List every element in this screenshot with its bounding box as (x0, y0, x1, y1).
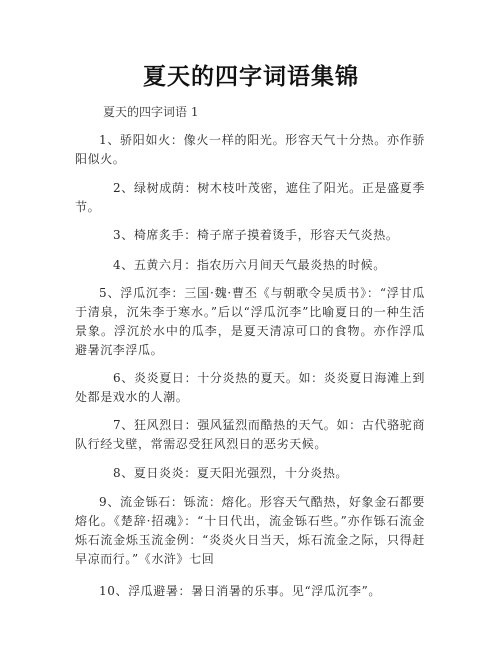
entry-paragraph-3: 3、椅席炙手：椅子席子摸着烫手，形容天气炎热。 (113, 228, 399, 242)
entry-paragraph-5: 5、浮瓜沉李：三国·魏·曹丕《与朝歌令吴质书》：“浮甘瓜于清泉，沉朱李于寒水。”后以“浮瓜沉李”比喻夏日的一种生活景象。浮沉於水中的瓜李，是夏天清凉可口的食物。亦作浮瓜避暑沉李浮瓜。 (75, 286, 425, 357)
entry-paragraph-6: 6、炎炎夏日：十分炎热的夏天。如：炎炎夏日海滩上到处都是戏水的人潮。 (75, 371, 425, 404)
entry-paragraph-4: 4、五黄六月：指农历六月间天气最炎热的时候。 (113, 258, 386, 272)
entry-paragraph-1: 1、骄阳如火：像火一样的阳光。形容天气十分热。亦作骄阳似火。 (75, 133, 425, 166)
section-subtitle: 夏天的四字词语 1 (103, 105, 199, 119)
entry-paragraph-2: 2、绿树成荫：树木枝叶茂密，遮住了阳光。正是盛夏季节。 (75, 181, 425, 214)
entry-paragraph-8: 8、夏日炎炎：夏天阳光强烈，十分炎热。 (113, 466, 349, 480)
entry-paragraph-9: 9、流金铄石：铄流：熔化。形容天气酷热，好象金石都要熔化。《楚辞·招魂》：“十日代出，流金铄石些。”亦作铄石流金烁石流金烁玉流金例：“炎炎火日当天，烁石流金之际，只得赶早凉而行。”《水浒》七回 (75, 495, 425, 566)
entry-paragraph-10: 10、浮瓜避暑：暑日消暑的乐事。见“浮瓜沉李”。 (99, 584, 381, 598)
entry-paragraph-7: 7、狂风烈日：强风猛烈而酷热的天气。如：古代骆驼商队行经戈壁，常需忍受狂风烈日的恶劣天候。 (75, 418, 425, 451)
document-title: 夏天的四字词语集锦 (143, 64, 359, 90)
